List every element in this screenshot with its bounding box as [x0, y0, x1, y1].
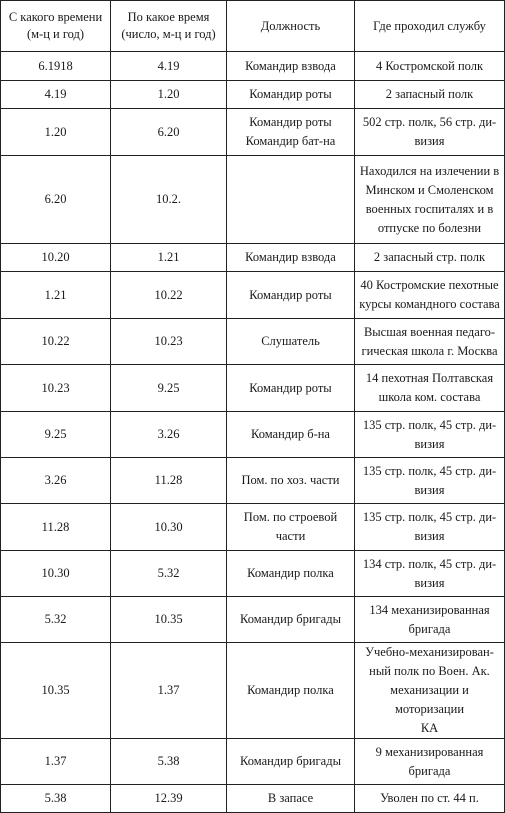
cell-place-line: 135 стр. полк, 45 стр. ди-: [362, 463, 497, 478]
cell-place-line: 14 пехотная Полтавская: [365, 371, 494, 385]
cell-to-date: 1.21: [111, 244, 227, 272]
cell-to-date: 4.19: [111, 52, 227, 81]
table-row: [1, 551, 505, 597]
cell-place-line: ный полк по Воен. Ак.: [369, 664, 490, 678]
cell-to-date: 3.26: [111, 412, 227, 458]
cell-to-date: 6.20: [111, 109, 227, 156]
cell-place: [355, 504, 505, 551]
cell-position-line: Командир роты: [249, 115, 332, 129]
cell-to-date: 11.28: [111, 458, 227, 504]
cell-to-date: 10.30: [111, 504, 227, 551]
cell-to-date: 10.2.: [111, 156, 227, 244]
header-to-date: [111, 1, 227, 52]
table-header-row: [1, 1, 505, 52]
table-row: [1, 412, 505, 458]
header-position-line: Должность: [260, 18, 321, 33]
cell-from-date: 1.37: [1, 739, 111, 785]
cell-position-line: Командир роты: [249, 87, 332, 101]
table-row: [1, 319, 505, 365]
cell-place-line: отпуске по болезни: [377, 220, 482, 235]
cell-place-line: 40 Костромские пехотные: [360, 278, 499, 292]
cell-place-line: 135 стр. полк, 45 стр. ди-: [362, 510, 497, 524]
table-row: [1, 52, 505, 81]
cell-place-line: бригада: [408, 763, 451, 778]
cell-position: [227, 551, 355, 597]
cell-position: [227, 739, 355, 785]
cell-to-date: 12.39: [111, 785, 227, 813]
cell-place-line: бригада: [408, 621, 451, 636]
table-row: [1, 244, 505, 272]
cell-position: [227, 81, 355, 109]
cell-place-line: визия: [414, 529, 445, 543]
cell-from-date: 10.30: [1, 551, 111, 597]
cell-position: [227, 109, 355, 156]
cell-to-date: 10.22: [111, 272, 227, 319]
cell-position-line: Командир взвода: [245, 58, 336, 73]
cell-place: [355, 244, 505, 272]
header-from-date-line: С какого времени: [8, 10, 103, 24]
cell-position-line: В запасе: [267, 791, 314, 805]
cell-position-line: Командир бригады: [240, 754, 341, 768]
cell-from-date: 6.1918: [1, 52, 111, 81]
header-from-date: [1, 1, 111, 52]
table-body: [1, 52, 505, 813]
cell-to-date: 5.38: [111, 739, 227, 785]
table-row: [1, 458, 505, 504]
cell-place: [355, 272, 505, 319]
cell-place-line: 134 стр. полк, 45 стр. ди-: [362, 556, 497, 571]
table-row: [1, 272, 505, 319]
cell-position: [227, 643, 355, 739]
cell-place-line: школа ком. состава: [378, 390, 481, 404]
cell-place-line: курсы командного состава: [359, 297, 500, 311]
cell-from-date: 4.19: [1, 81, 111, 109]
cell-from-date: 1.20: [1, 109, 111, 156]
cell-place-line: Учебно-механизирован-: [365, 645, 494, 659]
cell-place-line: Уволен по ст. 44 п.: [380, 791, 479, 805]
cell-to-date: 10.35: [111, 597, 227, 643]
cell-from-date: 5.38: [1, 785, 111, 813]
cell-to-date: 9.25: [111, 365, 227, 412]
cell-position: [227, 52, 355, 81]
cell-position-line: Командир полка: [247, 566, 334, 580]
cell-place-line: механизации и моторизации: [390, 683, 469, 716]
cell-position: [227, 244, 355, 272]
header-to-date-line: (число, м-ц и год): [121, 27, 216, 41]
cell-place: [355, 412, 505, 458]
cell-from-date: 1.21: [1, 272, 111, 319]
cell-place-line: Минском и Смоленском: [365, 182, 494, 197]
cell-place: [355, 81, 505, 109]
cell-position-line: Командир роты: [249, 287, 332, 302]
cell-place-line: гическая школа г. Москва: [361, 343, 498, 358]
cell-to-date: 5.32: [111, 551, 227, 597]
cell-place-line: 9 механизированная: [375, 744, 484, 759]
table-row: [1, 81, 505, 109]
cell-position-line: части: [275, 529, 306, 543]
cell-from-date: 10.22: [1, 319, 111, 365]
cell-place-line: 4 Костромской полк: [375, 58, 484, 73]
cell-position-line: Командир бригады: [240, 612, 341, 626]
cell-position: [227, 412, 355, 458]
cell-position-line: Командир полка: [247, 683, 334, 697]
cell-from-date: 10.23: [1, 365, 111, 412]
header-place: [355, 1, 505, 52]
cell-position: [227, 272, 355, 319]
cell-place-line: визия: [414, 575, 445, 590]
cell-place-line: КА: [420, 721, 439, 735]
cell-place-line: 2 запасный стр. полк: [373, 250, 486, 264]
cell-from-date: 10.35: [1, 643, 111, 739]
cell-place: [355, 52, 505, 81]
cell-position: [227, 319, 355, 365]
cell-place: [355, 319, 505, 365]
cell-position-line: Пом. по хоз. части: [241, 473, 340, 487]
cell-place: [355, 365, 505, 412]
cell-position-line: Командир б-на: [251, 427, 330, 441]
cell-position-line: Командир взвода: [245, 250, 336, 264]
cell-place-line: Высшая военная педаго-: [363, 324, 496, 339]
cell-place-line: военных госпиталях и в: [365, 201, 494, 216]
header-position: [227, 1, 355, 52]
cell-from-date: 5.32: [1, 597, 111, 643]
cell-place: [355, 739, 505, 785]
cell-place: [355, 785, 505, 813]
cell-place-line: визия: [414, 134, 445, 148]
cell-place-line: визия: [414, 482, 445, 497]
cell-position: [227, 458, 355, 504]
cell-to-date: 1.20: [111, 81, 227, 109]
cell-place: [355, 156, 505, 244]
cell-place: [355, 109, 505, 156]
table-row: [1, 785, 505, 813]
cell-position-line: Пом. по строевой: [243, 510, 338, 524]
table-row: [1, 365, 505, 412]
table-row: [1, 504, 505, 551]
cell-position-line: Командир бат-на: [245, 134, 336, 148]
cell-from-date: 3.26: [1, 458, 111, 504]
cell-position: [227, 156, 355, 244]
header-from-date-line: (м-ц и год): [26, 27, 85, 41]
cell-position: [227, 365, 355, 412]
cell-position-line: Слушатель: [261, 334, 320, 348]
header-place-line: Где проходил службу: [373, 18, 486, 33]
cell-place-line: 135 стр. полк, 45 стр. ди-: [362, 417, 497, 432]
cell-place: [355, 551, 505, 597]
cell-to-date: 1.37: [111, 643, 227, 739]
table-row: [1, 739, 505, 785]
cell-position: [227, 504, 355, 551]
cell-from-date: 6.20: [1, 156, 111, 244]
header-to-date-line: По какое время: [127, 10, 210, 24]
cell-place-line: 2 запасный полк: [385, 87, 474, 101]
cell-place: [355, 643, 505, 739]
table-row: [1, 109, 505, 156]
cell-place-line: 134 механизированная: [369, 602, 490, 617]
cell-place-line: 502 стр. полк, 56 стр. ди-: [362, 115, 497, 129]
cell-place: [355, 458, 505, 504]
cell-position: [227, 785, 355, 813]
cell-to-date: 10.23: [111, 319, 227, 365]
cell-position-line: Командир роты: [249, 380, 332, 395]
table-row: [1, 156, 505, 244]
table-row: [1, 597, 505, 643]
cell-place: [355, 597, 505, 643]
cell-place-line: визия: [414, 436, 445, 451]
cell-from-date: 11.28: [1, 504, 111, 551]
table-row: [1, 643, 505, 739]
cell-from-date: 10.20: [1, 244, 111, 272]
cell-place-line: Находился на излечении в: [359, 163, 500, 178]
cell-position: [227, 597, 355, 643]
cell-from-date: 9.25: [1, 412, 111, 458]
